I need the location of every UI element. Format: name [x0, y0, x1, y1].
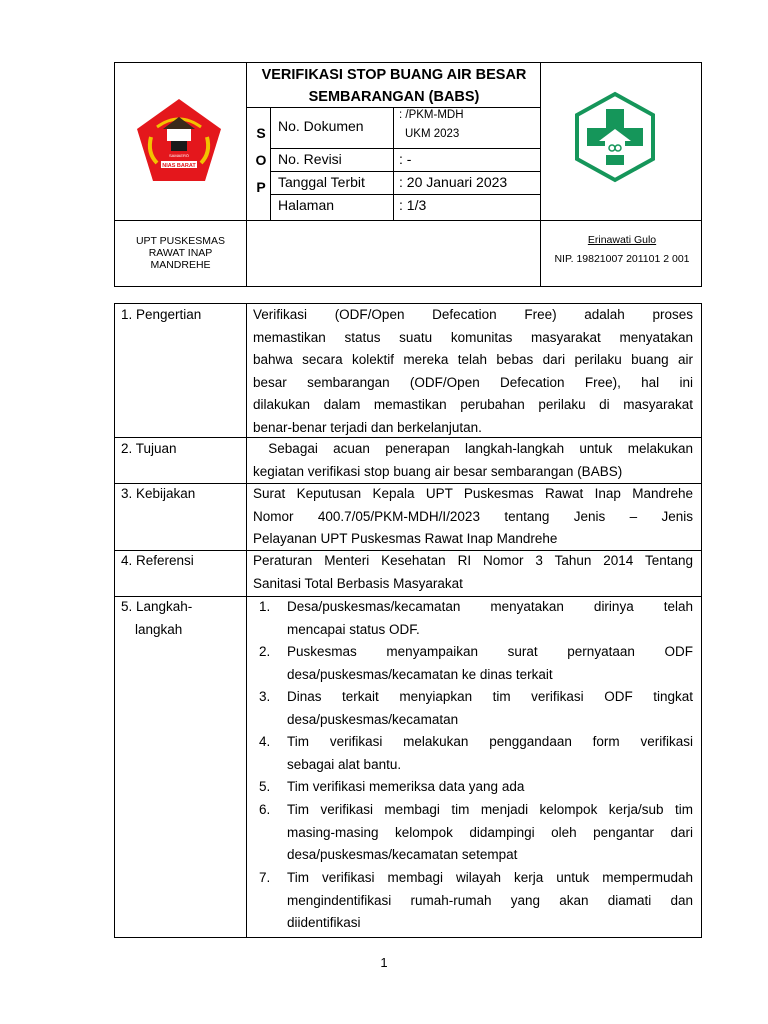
title-line-2: SEMBARANGAN (BABS): [308, 89, 480, 105]
section-label-langkah: [121, 596, 192, 641]
text-line: bahwa secara kolektif mereka telah bebas dari perilaku buang air: [253, 352, 693, 367]
text-line: Puskesmas menyampaikan surat pernyataan ODF: [287, 644, 693, 659]
no-revisi-label: No. Revisi: [278, 151, 342, 167]
halaman-label: Halaman: [278, 197, 335, 213]
title-line-1: VERIFIKASI STOP BUANG AIR BESAR: [261, 67, 527, 83]
text-line: memastikan status suatu komunitas masyarakat menyatakan: [253, 329, 693, 345]
sop-letter-o: O: [255, 152, 267, 168]
text-line: mencapai status ODF.: [287, 621, 420, 637]
org-line-2: RAWAT INAP: [148, 247, 213, 259]
text-line: mengindentifikasi rumah-rumah yang akan diamati dan: [287, 892, 693, 908]
text-line: kegiatan verifikasi stop buang air besar sembarangan (BABS): [253, 463, 623, 479]
label-line: 5. Langkah-: [121, 599, 193, 614]
no-dokumen-value-2: UKM 2023: [405, 128, 460, 140]
section-content-tujuan: [253, 438, 693, 483]
text-line: Sebagai acuan penerapan langkah-langkah untuk melakukan: [253, 441, 693, 456]
signature-block: [541, 221, 703, 269]
divider: [270, 194, 540, 195]
tanggal-terbit-label: Tanggal Terbit: [278, 174, 365, 190]
signer-nip: NIP. 19821007 201101 2 001: [554, 253, 690, 265]
text-line: desa/puskesmas/kecamatan ke dinas terkait: [287, 666, 553, 682]
section-label-referensi: 4. Referensi: [121, 553, 194, 568]
text-line: diidentifikasi: [287, 915, 361, 930]
text-line: Surat Keputusan Kepala UPT Puskesmas Rawat Inap Mandrehe: [253, 486, 693, 501]
section-label-kebijakan: 3. Kebijakan: [121, 486, 196, 501]
page-number: 1: [380, 955, 388, 970]
text-line: Tim verifikasi melakukan penggandaan form verifikasi: [287, 734, 693, 749]
step-number: 2.: [259, 644, 271, 659]
sop-letter-s: S: [256, 125, 266, 141]
puskesmas-logo: [573, 91, 657, 183]
text-line: desa/puskesmas/kecamatan: [287, 711, 459, 727]
organization-name: [115, 221, 246, 271]
step-item: [259, 686, 693, 731]
step-number: 7.: [259, 870, 271, 885]
step-number: 5.: [259, 779, 271, 794]
text-line: besar sembarangan (ODF/Open Defecation Free), hal ini: [253, 374, 693, 390]
step-item: [259, 596, 693, 641]
text-line: Nomor 400.7/05/PKM-MDH/I/2023 tentang Jenis – Jenis: [253, 508, 693, 524]
section-label-pengertian: 1. Pengertian: [121, 307, 202, 322]
text-line: Pelayanan UPT Puskesmas Rawat Inap Mandrehe: [253, 531, 558, 546]
no-dokumen-value: : /PKM-MDH: [399, 109, 464, 121]
text-line: Tim verifikasi memeriksa data yang ada: [287, 779, 525, 794]
divider: [246, 304, 247, 938]
divider: [270, 171, 540, 172]
text-line: Sanitasi Total Berbasis Masyarakat: [253, 575, 463, 591]
text-line: desa/puskesmas/kecamatan setempat: [287, 847, 518, 862]
text-line: sebagai alat bantu.: [287, 756, 402, 772]
divider: [270, 107, 271, 220]
text-line: Verifikasi (ODF/Open Defecation Free) adalah proses: [253, 307, 693, 322]
section-content-pengertian: [253, 304, 693, 439]
step-item: [259, 776, 693, 799]
nias-barat-logo: [135, 97, 223, 185]
divider: [270, 148, 540, 149]
sop-content-table: [114, 303, 702, 938]
org-line-1: UPT PUSKESMAS: [135, 235, 226, 247]
signer-name: Erinawati Gulo: [587, 234, 657, 246]
step-item: [259, 731, 693, 776]
label-line: langkah: [135, 621, 183, 637]
text-line: benar-benar terjadi dan berkelanjutan.: [253, 419, 482, 435]
step-item: [259, 799, 693, 867]
step-number: 6.: [259, 802, 271, 817]
no-revisi-value: : -: [399, 151, 412, 167]
svg-text:SAMAERÖ: SAMAERÖ: [168, 153, 190, 158]
text-line: Dinas terkait menyiapkan tim verifikasi ODF tingkat: [287, 689, 693, 704]
emblem-icon: [135, 97, 223, 185]
document-title: [247, 63, 541, 109]
tanggal-terbit-value: : 20 Januari 2023: [399, 174, 508, 190]
svg-text:NIAS BARAT: NIAS BARAT: [162, 163, 196, 169]
step-number: 3.: [259, 689, 271, 704]
section-content-kebijakan: [253, 483, 693, 551]
section-label-tujuan: 2. Tujuan: [121, 441, 177, 456]
sop-header-table: [114, 62, 702, 287]
step-item: [259, 867, 693, 935]
step-number: 1.: [259, 599, 271, 614]
step-number: 4.: [259, 734, 271, 749]
org-line-3: MANDREHE: [150, 259, 211, 271]
text-line: Tim verifikasi membagi wilayah kerja untuk mempermudah: [287, 870, 693, 885]
step-item: [259, 641, 693, 686]
text-line: masing-masing kelompok didampingi oleh pengantar dari: [287, 824, 693, 840]
sop-letter-p: P: [256, 179, 266, 195]
text-line: Desa/puskesmas/kecamatan menyatakan dirinya telah: [287, 599, 693, 614]
section-content-referensi: [253, 550, 693, 595]
halaman-value: : 1/3: [399, 197, 427, 213]
text-line: Tim verifikasi membagi tim menjadi kelompok kerja/sub tim: [287, 802, 693, 817]
divider: [393, 107, 394, 220]
no-dokumen-label: No. Dokumen: [278, 118, 364, 134]
text-line: dilakukan dalam memastikan perubahan perilaku di masyarakat: [253, 397, 693, 412]
health-cross-icon: [573, 91, 657, 183]
text-line: Peraturan Menteri Kesehatan RI Nomor 3 Tahun 2014 Tentang: [253, 553, 693, 568]
